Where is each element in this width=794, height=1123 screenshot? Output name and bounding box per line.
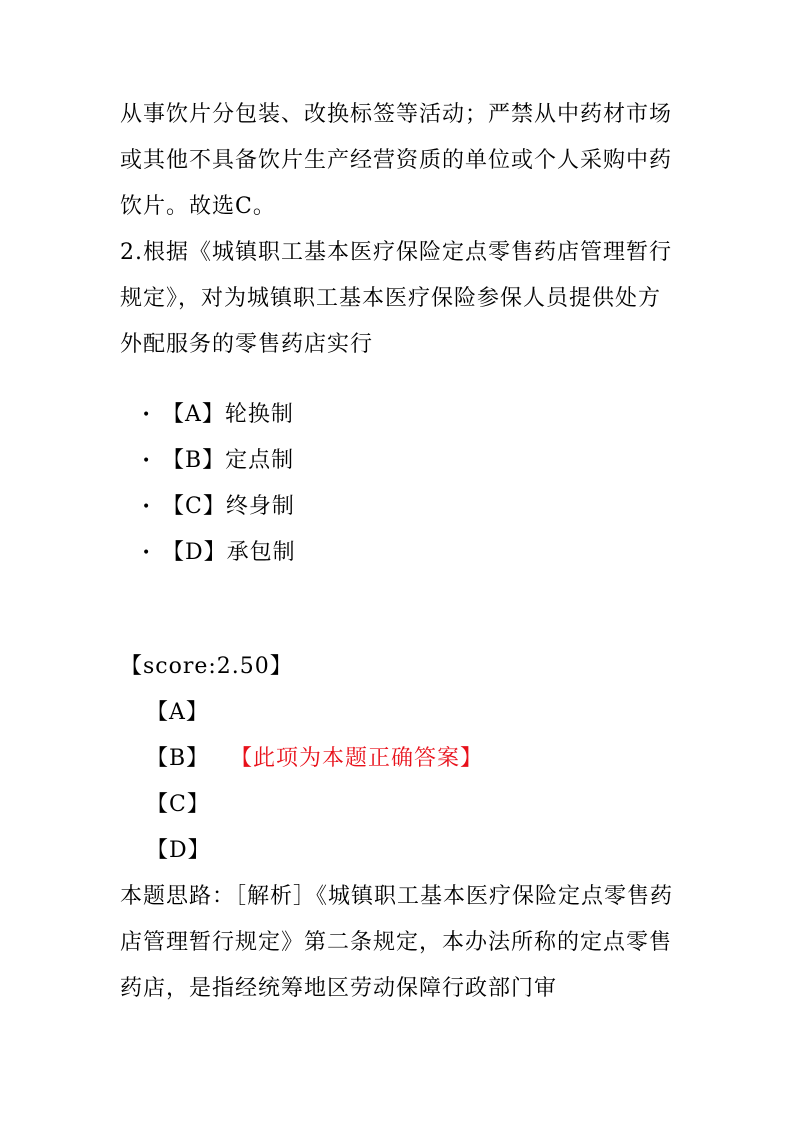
bullet-icon: • xyxy=(142,453,152,469)
explanation-text: 本题思路：［解析］《城镇职工基本医疗保险定点零售药店管理暂行规定》第二条规定，本办法所称的定点零售药店，是指经统筹地区劳动保障行政部门审 xyxy=(120,884,674,1001)
option-label: 【A】轮换制 xyxy=(162,402,294,427)
option-label: 【C】终身制 xyxy=(162,494,295,519)
correct-answer-marker: 【此项为本题正确答案】 xyxy=(230,746,484,771)
answer-label: 【C】 xyxy=(146,792,210,817)
answer-label: 【A】 xyxy=(146,700,209,725)
answer-row-b xyxy=(146,736,484,782)
answer-row-c xyxy=(146,782,211,828)
option-label: 【B】定点制 xyxy=(162,448,295,473)
option-list xyxy=(140,392,296,576)
answer-label: 【D】 xyxy=(146,838,211,863)
score-label: 【score:2.50】 xyxy=(120,654,293,679)
option-label: 【D】承包制 xyxy=(162,540,296,565)
bullet-icon: • xyxy=(142,545,152,561)
question-text: 2.根据《城镇职工基本医疗保险定点零售药店管理暂行规定》，对为城镇职工基本医疗保险参保人员提供处方外配服务的零售药店实行 xyxy=(120,240,672,357)
answer-row-a xyxy=(146,690,211,736)
option-b xyxy=(140,438,296,484)
answer-list xyxy=(146,690,484,874)
option-c xyxy=(140,484,296,530)
answer-label: 【B】 xyxy=(146,746,210,771)
answer-row-d xyxy=(146,828,211,874)
previous-explanation-text: 从事饮片分包装、改换标签等活动；严禁从中药材市场或其他不具备饮片生产经营资质的单位或个人采购中药饮片。故选C。 xyxy=(120,102,673,219)
option-a xyxy=(140,392,296,438)
bullet-icon: • xyxy=(142,407,152,423)
option-d xyxy=(140,530,296,576)
bullet-icon: • xyxy=(142,499,152,515)
